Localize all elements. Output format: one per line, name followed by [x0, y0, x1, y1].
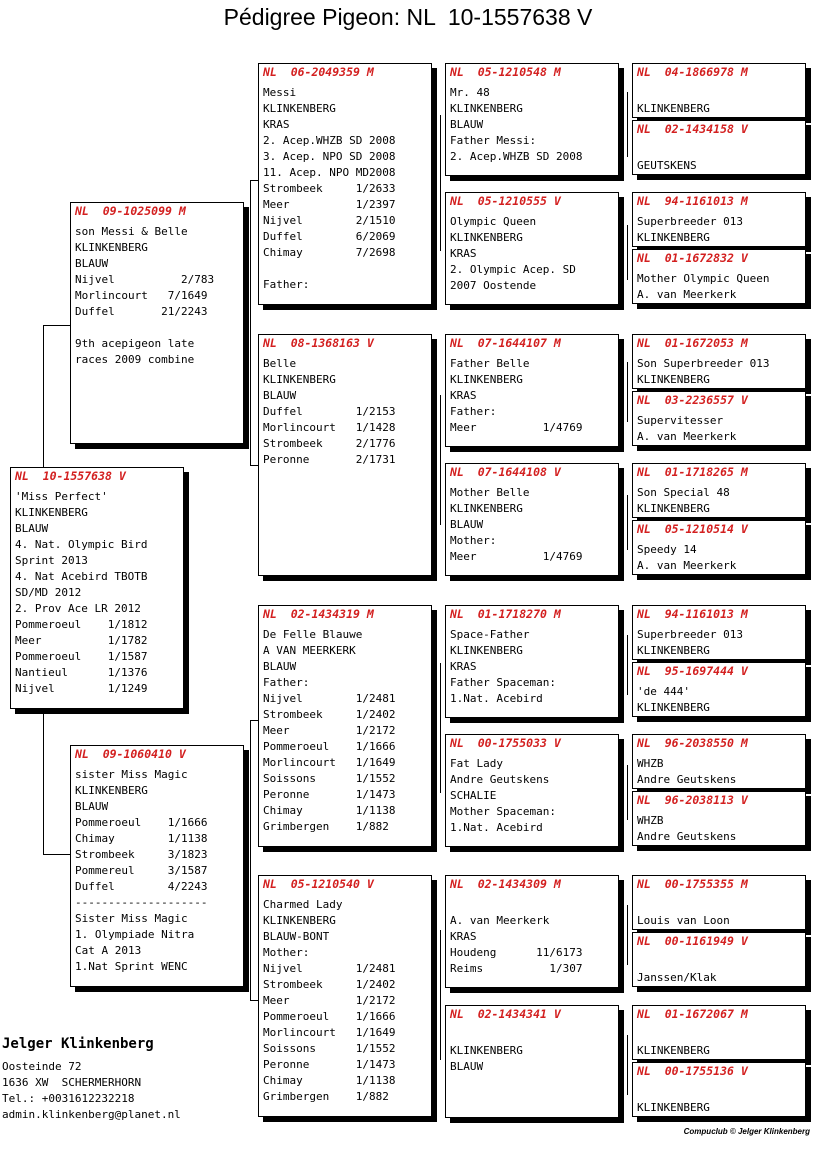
pigeon-info-line: Father Belle: [450, 357, 530, 370]
pigeon-info-line: Sister Miss Magic: [75, 912, 188, 925]
pigeon-info-line: [637, 142, 801, 158]
pigeon-info-line: KLINKENBERG: [450, 502, 523, 515]
pigeon-card-ddd[interactable]: [445, 1005, 619, 1118]
ring-number: NL 94-1161013 M: [637, 194, 748, 208]
pigeon-info-line: Peronne 1/1473: [263, 788, 396, 801]
owner-info: [2, 1035, 181, 1123]
pigeon-info-line: Janssen/Klak: [637, 971, 717, 984]
pigeon-card-g1[interactable]: [632, 63, 806, 118]
pigeon-info-line: Peronne 1/1473: [263, 1058, 396, 1071]
pigeon-info-line: 2. Olympic Acep. SD: [450, 263, 576, 276]
pigeon-info-line: KLINKENBERG: [450, 1044, 523, 1057]
pigeon-info-line: [637, 897, 801, 913]
ring-number: NL 05-1210514 V: [637, 522, 748, 536]
pigeon-info-line: 'de 444': [637, 685, 690, 698]
pigeon-info-line: [637, 1027, 801, 1043]
pigeon-info-line: KLINKENBERG: [637, 373, 710, 386]
pigeon-info-line: Pommereul 3/1587: [75, 864, 208, 877]
pigeon-info-line: 1.Nat. Acebird: [450, 692, 543, 705]
ring-number: NL 05-1210548 M: [450, 65, 561, 79]
pigeon-card-g13[interactable]: [632, 875, 806, 930]
owner-name: Jelger Klinkenberg: [2, 1036, 154, 1052]
pigeon-card-g11[interactable]: [632, 734, 806, 789]
ring-number: NL 01-1672067 M: [637, 1007, 748, 1021]
pigeon-info-line: 2. Acep.WHZB SD 2008: [263, 134, 396, 147]
connector-line: [440, 663, 441, 793]
pigeon-info-line: Belle: [263, 357, 297, 370]
pigeon-info-line: Chimay 1/1138: [75, 832, 208, 845]
pigeon-info-line: Father Spaceman:: [450, 676, 556, 689]
pigeon-info-line: Morlincourt 1/1428: [263, 421, 396, 434]
pigeon-info-line: Meer 1/4769: [450, 421, 583, 434]
pigeon-info-line: Duffel 4/2243: [75, 880, 208, 893]
pigeon-info-line: 'Miss Perfect': [15, 490, 108, 503]
pigeon-info-line: Morlincourt 7/1649: [75, 289, 208, 302]
pigeon-info-line: Nantieul 1/1376: [15, 666, 148, 679]
pigeon-info-line: KRAS: [450, 660, 477, 673]
ring-number: NL 02-1434319 M: [263, 607, 374, 621]
pigeon-info-line: Houdeng 11/6173: [450, 946, 583, 959]
pigeon-info-line: 4. Nat. Olympic Bird: [15, 538, 148, 551]
pigeon-card-g5[interactable]: [632, 334, 806, 389]
pigeon-info-line: A. van Meerkerk: [637, 430, 737, 443]
pigeon-card-sire-sire[interactable]: [258, 63, 432, 305]
pigeon-info-line: son Messi & Belle: [75, 225, 188, 238]
pigeon-info-line: [637, 954, 801, 970]
pigeon-info-line: A. van Meerkerk: [450, 914, 550, 927]
ring-number: NL 07-1644108 V: [450, 465, 561, 479]
pigeon-info-line: 11. Acep. NPO MD2008: [263, 166, 396, 179]
ring-number: NL 96-2038113 V: [637, 793, 748, 807]
connector-line: [627, 495, 628, 550]
pigeon-info-line: 4. Nat Acebird TBOTB: [15, 570, 148, 583]
pigeon-card-g2[interactable]: [632, 120, 806, 175]
pigeon-info-line: Strombeek 1/2402: [263, 978, 396, 991]
pigeon-info-line: KLINKENBERG: [75, 784, 148, 797]
connector-line: [627, 765, 628, 820]
pigeon-info-line: Duffel 1/2153: [263, 405, 396, 418]
pigeon-card-dsd[interactable]: [445, 734, 619, 847]
pigeon-card-g6[interactable]: [632, 391, 806, 446]
ring-number: NL 01-1672053 M: [637, 336, 748, 350]
pigeon-info-line: BLAUW: [15, 522, 49, 535]
pigeon-card-dam-dam[interactable]: [258, 875, 432, 1117]
pigeon-info-line: Chimay 7/2698: [263, 246, 396, 259]
pigeon-info-line: [450, 1027, 614, 1043]
pigeon-info-line: Andre Geutskens: [637, 830, 737, 843]
pigeon-info-line: Morlincourt 1/1649: [263, 1026, 396, 1039]
pigeon-info-line: Strombeek 1/2402: [263, 708, 396, 721]
pigeon-info-line: KRAS: [263, 118, 290, 131]
pigeon-info-line: Nijvel 1/2481: [263, 692, 396, 705]
pigeon-info-line: KLINKENBERG: [637, 502, 710, 515]
pigeon-info-line: BLAUW: [450, 518, 484, 531]
pigeon-info-line: KLINKENBERG: [263, 373, 336, 386]
pigeon-info-line: Pommeroeul 1/1666: [263, 1010, 396, 1023]
pigeon-info-line: BLAUW: [263, 660, 297, 673]
ring-number: NL 02-1434158 V: [637, 122, 748, 136]
pigeon-info-line: Mr. 48: [450, 86, 490, 99]
pigeon-info-line: KLINKENBERG: [450, 373, 523, 386]
pigeon-info-line: Sprint 2013: [15, 554, 88, 567]
connector-line: [250, 180, 258, 181]
pigeon-info-line: Speedy 14: [637, 543, 697, 556]
pigeon-card-dds[interactable]: [445, 875, 619, 988]
pigeon-info-line: 2007 Oostende: [450, 279, 537, 292]
pigeon-info-line: Andre Geutskens: [450, 773, 550, 786]
pigeon-info-line: KLINKENBERG: [450, 644, 523, 657]
pigeon-card-g3[interactable]: [632, 192, 806, 247]
ring-number: NL 08-1368163 V: [263, 336, 374, 350]
pigeon-info-line: Meer 1/2397: [263, 198, 396, 211]
pigeon-info-line: Pommeroeul 1/1812: [15, 618, 148, 631]
pigeon-card-sire[interactable]: [70, 202, 244, 444]
ring-number: NL 03-2236557 V: [637, 393, 748, 407]
pigeon-info-line: KLINKENBERG: [75, 241, 148, 254]
pigeon-info-line: Grimbergen 1/882: [263, 1090, 389, 1103]
pigeon-info-line: BLAUW: [450, 118, 484, 131]
pigeon-info-line: Father:: [263, 676, 310, 689]
pigeon-info-line: Superbreeder 013: [637, 628, 743, 641]
pigeon-info-line: sister Miss Magic: [75, 768, 188, 781]
pigeon-info-line: KLINKENBERG: [450, 102, 523, 115]
pigeon-info-line: BLAUW: [75, 800, 109, 813]
pigeon-card-g12[interactable]: [632, 791, 806, 846]
connector-line: [250, 720, 258, 721]
connector-line: [43, 714, 44, 854]
pigeon-info-line: Meer 1/2172: [263, 724, 396, 737]
pigeon-info-line: Soissons 1/1552: [263, 772, 396, 785]
pigeon-info-line: Superbreeder 013: [637, 215, 743, 228]
connector-line: [440, 930, 441, 1060]
pigeon-info-line: Space-Father: [450, 628, 530, 641]
pigeon-info-line: De Felle Blauwe: [263, 628, 363, 641]
ring-number: NL 01-1718265 M: [637, 465, 748, 479]
pigeon-card-ssd[interactable]: [445, 192, 619, 305]
ring-number: NL 07-1644107 M: [450, 336, 561, 350]
connector-line: [43, 325, 70, 326]
pigeon-info-line: Father:: [263, 278, 310, 291]
pigeon-info-line: KRAS: [450, 930, 477, 943]
pigeon-info-line: Nijvel 2/783: [75, 273, 215, 286]
pigeon-card-dam-sire[interactable]: [258, 605, 432, 847]
pigeon-info-line: Soissons 1/1552: [263, 1042, 396, 1055]
pigeon-info-line: KRAS: [450, 389, 477, 402]
pigeon-info-line: Father Messi:: [450, 134, 537, 147]
pigeon-info-line: Strombeek 1/2633: [263, 182, 396, 195]
pigeon-info-line: [637, 85, 801, 101]
pigeon-info-line: KLINKENBERG: [263, 914, 336, 927]
connector-line: [627, 92, 628, 157]
pigeon-info-line: KLINKENBERG: [263, 102, 336, 115]
pigeon-info-line: Nijvel 1/2481: [263, 962, 396, 975]
owner-email[interactable]: admin.klinkenberg@planet.nl: [2, 1108, 181, 1121]
pigeon-info-line: --------------------: [75, 896, 208, 909]
ring-number: NL 01-1672832 V: [637, 251, 748, 265]
ring-number: NL 05-1210555 V: [450, 194, 561, 208]
pigeon-info-line: SD/MD 2012: [15, 586, 82, 599]
owner-phone[interactable]: Tel.: +0031612232218: [2, 1092, 135, 1105]
pigeon-info-line: Fat Lady: [450, 757, 503, 770]
pigeon-info-line: Son Special 48: [637, 486, 730, 499]
pigeon-info-line: KLINKENBERG: [450, 231, 523, 244]
pigeon-info-line: Pommeroeul 1/1587: [15, 650, 148, 663]
pigeon-info-line: A VAN MEERKERK: [263, 644, 356, 657]
pigeon-info-line: Cat A 2013: [75, 944, 142, 957]
pigeon-info-line: Olympic Queen: [450, 215, 537, 228]
pigeon-info-line: Chimay 1/1138: [263, 1074, 396, 1087]
connector-line: [43, 325, 44, 468]
pigeon-card-sdd[interactable]: [445, 463, 619, 576]
pigeon-info-line: Strombeek 2/1776: [263, 437, 396, 450]
pigeon-info-line: WHZB: [637, 757, 664, 770]
pigeon-info-line: Meer 1/2172: [263, 994, 396, 1007]
pigeon-info-line: Meer 1/1782: [15, 634, 148, 647]
connector-line: [627, 635, 628, 695]
pigeon-card-g14[interactable]: [632, 932, 806, 987]
ring-number: NL 09-1025099 M: [75, 204, 186, 218]
pigeon-info-line: 1.Nat. Acebird: [450, 821, 543, 834]
pigeon-info-line: BLAUW: [450, 1060, 484, 1073]
pigeon-info-line: Morlincourt 1/1649: [263, 756, 396, 769]
pigeon-info-line: [637, 1084, 801, 1100]
pigeon-info-line: GEUTSKENS: [637, 159, 697, 172]
pigeon-info-line: Mother:: [263, 946, 310, 959]
ring-number: NL 00-1161949 V: [637, 934, 748, 948]
ring-number: NL 04-1866978 M: [637, 65, 748, 79]
pigeon-info-line: KLINKENBERG: [637, 644, 710, 657]
ring-number: NL 00-1755355 M: [637, 877, 748, 891]
pigeon-info-line: SCHALIE: [450, 789, 497, 802]
owner-address: Oosteinde 72: [2, 1060, 82, 1073]
page-title: Pédigree Pigeon: NL 10-1557638 V: [223, 4, 593, 30]
ring-number: NL 00-1755136 V: [637, 1064, 748, 1078]
pigeon-card-dss[interactable]: [445, 605, 619, 718]
pigeon-info-line: Mother Olympic Queen: [637, 272, 770, 285]
pigeon-info-line: [450, 897, 614, 913]
pigeon-info-line: KLINKENBERG: [637, 701, 710, 714]
pigeon-info-line: Charmed Lady: [263, 898, 343, 911]
pigeon-info-line: Andre Geutskens: [637, 773, 737, 786]
pigeon-card-subject[interactable]: [10, 467, 184, 709]
pigeon-info-line: WHZB: [637, 814, 664, 827]
ring-number: NL 05-1210540 V: [263, 877, 374, 891]
pigeon-info-line: Chimay 1/1138: [263, 804, 396, 817]
pigeon-info-line: KLINKENBERG: [15, 506, 88, 519]
pigeon-card-g15[interactable]: [632, 1005, 806, 1060]
pigeon-card-g4[interactable]: [632, 249, 806, 304]
pigeon-info-line: KLINKENBERG: [637, 1044, 710, 1057]
pigeon-info-line: Meer 1/4769: [450, 550, 583, 563]
connector-line: [250, 720, 251, 1000]
pigeon-info-line: Son Superbreeder 013: [637, 357, 770, 370]
ring-number: NL 01-1718270 M: [450, 607, 561, 621]
pigeon-info-line: [75, 320, 239, 336]
pigeon-info-line: Louis van Loon: [637, 914, 730, 927]
ring-number: NL 06-2049359 M: [263, 65, 374, 79]
pigeon-info-line: BLAUW-BONT: [263, 930, 330, 943]
pigeon-info-line: [263, 261, 427, 277]
pigeon-info-line: A. van Meerkerk: [637, 559, 737, 572]
pigeon-card-g7[interactable]: [632, 463, 806, 518]
pigeon-info-line: 3. Acep. NPO SD 2008: [263, 150, 396, 163]
connector-line: [627, 362, 628, 422]
connector-line: [250, 1000, 258, 1001]
pigeon-card-sds[interactable]: [445, 334, 619, 447]
ring-number: NL 02-1434309 M: [450, 877, 561, 891]
pigeon-info-line: Father:: [450, 405, 497, 418]
pigeon-card-g10[interactable]: [632, 662, 806, 717]
pigeon-info-line: 2. Acep.WHZB SD 2008: [450, 150, 583, 163]
pigeon-info-line: KLINKENBERG: [637, 102, 710, 115]
ring-number: NL 94-1161013 M: [637, 607, 748, 621]
pigeon-info-line: KRAS: [450, 247, 477, 260]
connector-line: [440, 115, 441, 251]
pigeon-card-sss[interactable]: [445, 63, 619, 176]
ring-number: NL 00-1755033 V: [450, 736, 561, 750]
pigeon-info-line: Reims 1/307: [450, 962, 583, 975]
pigeon-card-g16[interactable]: [632, 1062, 806, 1117]
pigeon-card-sire-dam[interactable]: [258, 334, 432, 576]
ring-number: NL 10-1557638 V: [15, 469, 126, 483]
ring-number: NL 96-2038550 M: [637, 736, 748, 750]
pigeon-info-line: 1.Nat Sprint WENC: [75, 960, 188, 973]
pigeon-info-line: Pommeroeul 1/1666: [75, 816, 208, 829]
credit-text: Compuclub © Jelger Klinkenberg: [683, 1127, 810, 1136]
owner-city: 1636 XW SCHERMERHORN: [2, 1076, 142, 1089]
pigeon-info-line: 9th acepigeon late: [75, 337, 195, 350]
pigeon-info-line: Supervitesser: [637, 414, 724, 427]
pigeon-info-line: BLAUW: [75, 257, 109, 270]
connector-line: [250, 180, 251, 465]
pigeon-info-line: Messi: [263, 86, 297, 99]
pigeon-info-line: Duffel 6/2069: [263, 230, 396, 243]
pigeon-info-line: KLINKENBERG: [637, 231, 710, 244]
pigeon-info-line: Mother Spaceman:: [450, 805, 556, 818]
ring-number: NL 95-1697444 V: [637, 664, 748, 678]
pigeon-card-g8[interactable]: [632, 520, 806, 575]
pigeon-info-line: Mother:: [450, 534, 497, 547]
connector-line: [627, 225, 628, 280]
pigeon-info-line: Duffel 21/2243: [75, 305, 208, 318]
pigeon-info-line: Grimbergen 1/882: [263, 820, 389, 833]
pigeon-info-line: A. van Meerkerk: [637, 288, 737, 301]
ring-number: NL 09-1060410 V: [75, 747, 186, 761]
pigeon-card-g9[interactable]: [632, 605, 806, 660]
connector-line: [250, 465, 258, 466]
pigeon-info-line: 2. Prov Ace LR 2012: [15, 602, 141, 615]
pigeon-info-line: 1. Olympiade Nitra: [75, 928, 195, 941]
pigeon-info-line: Nijvel 1/1249: [15, 682, 148, 695]
connector-line: [43, 854, 70, 855]
pigeon-info-line: Peronne 2/1731: [263, 453, 396, 466]
ring-number: NL 02-1434341 V: [450, 1007, 561, 1021]
connector-line: [627, 1035, 628, 1095]
pigeon-info-line: KLINKENBERG: [637, 1101, 710, 1114]
pigeon-info-line: Nijvel 2/1510: [263, 214, 396, 227]
connector-line: [627, 905, 628, 965]
pigeon-info-line: Pommeroeul 1/1666: [263, 740, 396, 753]
pigeon-info-line: Strombeek 3/1823: [75, 848, 208, 861]
connector-line: [440, 395, 441, 525]
pigeon-info-line: BLAUW: [263, 389, 297, 402]
pigeon-card-dam[interactable]: [70, 745, 244, 987]
pigeon-info-line: Mother Belle: [450, 486, 530, 499]
pigeon-info-line: races 2009 combine: [75, 353, 195, 366]
